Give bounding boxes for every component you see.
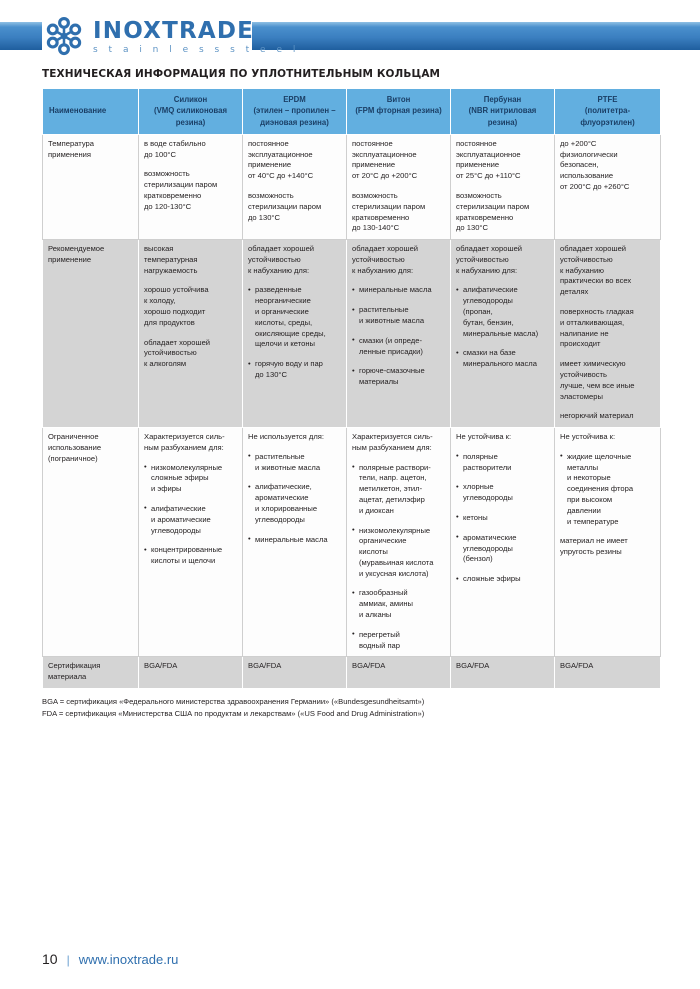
cell-paragraph: Не устойчива к: [456,432,512,442]
cell-paragraph: возможность стерилизации паром кратковременно до 130°С [456,191,530,233]
cell-paragraph: BGA/FDA [456,661,490,671]
cell-bullet-list [248,452,341,545]
cell-paragraph: постоянное эксплуатационное применение от 20°С до +200°С [352,138,418,181]
column-header-title: Витон [386,95,411,104]
cell-paragraph: Характеризуется силь- ным разбуханием для: [352,432,433,452]
spacer [456,443,549,452]
table-cell [139,428,243,657]
bullet-item: • горюче-смазочные материалы [352,366,445,388]
row-label: Температура применения [43,134,139,239]
page-footer [42,951,178,967]
cell-paragraph: обладает хорошей устойчивостью к алкоголям [144,337,211,369]
bullet-item: • алифатические и ароматические углеводороды [144,504,237,536]
spacer [144,454,237,463]
table-cell [347,657,451,689]
bullet-item: • полярные растворители [456,452,549,474]
footnotes [42,696,660,721]
bullet-item: • растительные и животные масла [352,305,445,327]
cell-bullet-list [248,285,341,380]
table-cell [451,240,555,428]
column-header-2 [243,89,347,135]
bullet-item: • концентрированные кислоты и щелочи [144,545,237,567]
table-cell [139,240,243,428]
column-header-title: Пербунан [483,95,522,104]
spacer [248,276,341,285]
cell-paragraph: материал не имеет упругость резины [560,536,628,557]
cell-paragraph: обладает хорошей устойчивостью к набуханию для: [352,244,419,275]
column-header-subtitle: (этилен – пропилен – диэновая резина) [253,106,336,127]
column-header-title: Наименование [49,106,107,116]
cell-paragraph: поверхность гладкая и отталкивающая, налипание не происходит [560,307,634,349]
column-header-subtitle: (политетра-флуорэтилен) [580,106,635,127]
table-cell [555,240,661,428]
table-cell [139,134,243,239]
row-label: Сертификация материала [43,657,139,689]
table-row [43,657,661,689]
column-header-title: PTFE [597,95,618,104]
spacer [144,329,237,338]
spacer [352,276,445,285]
brand-text [93,18,299,55]
column-header-title: Силикон [173,95,208,104]
spacer [248,182,341,191]
cell-paragraph: BGA/FDA [248,661,282,671]
cell-paragraph: обладает хорошей устойчивостью к набуханию для: [456,244,523,275]
website-link[interactable]: www.inoxtrade.ru [78,952,179,967]
cell-bullet-list [352,285,445,387]
cell-bullet-list [352,463,445,652]
cell-paragraph: постоянное эксплуатационное применение от 40°С до +140°С [248,138,314,181]
page-header [0,0,700,62]
spacer [456,182,549,191]
cell-paragraph: до +200°С физиологически безопасен, использование от 200°С до +260°С [560,138,630,192]
bullet-item: • смазки (и опреде- ленные присадки) [352,336,445,358]
spacer [560,443,655,452]
row-label: Рекомендуемое применение [43,240,139,428]
cell-paragraph: высокая температурная нагружаемость [144,244,198,275]
spacer [456,276,549,285]
footnote-line: FDA = сертификация «Министерства США по продуктам и лекарствам» («US Food and Drug Administration») [42,709,425,719]
column-header-1 [139,89,243,135]
page-title: ТЕХНИЧЕСКАЯ ИНФОРМАЦИЯ ПО УПЛОТНИТЕЛЬНЫМ КОЛЬЦАМ [42,68,441,80]
cell-paragraph: обладает хорошей устойчивостью к набуханию для: [248,244,315,275]
header-band-left [0,22,42,50]
bullet-item: • сложные эфиры [456,574,549,585]
bullet-item: • минеральные масла [352,285,445,296]
spacer [560,298,655,307]
table-cell [139,657,243,689]
bullet-item: • полярные раствори- тели, напр. ацетон, метилкетон, этил- ацетат, детилэфир и диоксан [352,463,445,517]
spacer [352,454,445,463]
table-row [43,428,661,657]
table-row [43,134,661,239]
table-cell [555,134,661,239]
cell-paragraph: Не устойчива к: [560,432,616,442]
brand-name: INOXTRADE [93,17,255,44]
table-cell [451,134,555,239]
column-header-title: EPDM [283,95,306,104]
spacer [560,527,655,536]
cell-paragraph: BGA/FDA [144,661,178,671]
bullet-item: • перегретый водный пар [352,630,445,652]
table-cell [243,134,347,239]
spacer [352,182,445,191]
cell-paragraph: в воде стабильно до 100°С [144,138,206,159]
bullet-item: • алифатические углеводороды (пропан, бутан, бензин, минеральные масла) [456,285,549,339]
table-cell [555,428,661,657]
cell-paragraph: хорошо устойчива к холоду, хорошо подходит для продуктов [144,285,209,327]
bullet-item: • кетоны [456,513,549,524]
cell-bullet-list [456,452,549,585]
table-cell [243,428,347,657]
brand-tagline: s t a i n l e s s s t e e l [93,44,300,55]
spacer [144,276,237,285]
bullet-item: • горячую воду и пар до 130°С [248,359,341,381]
column-header-subtitle: (VMQ силиконовая резина) [153,106,227,127]
table-body [43,134,661,688]
cell-bullet-list [456,285,549,369]
bullet-item: • смазки на базе минерального масла [456,348,549,370]
cell-paragraph: Характеризуется силь- ным разбуханием для: [144,432,225,452]
bullet-item: • хлорные углеводороды [456,482,549,504]
cell-paragraph: возможность стерилизации паром кратковременно до 120-130°С [144,169,218,211]
cell-paragraph: BGA/FDA [560,661,594,671]
spacer [560,402,655,411]
column-header-5 [555,89,661,135]
spacer [560,350,655,359]
spacer [144,160,237,169]
bullet-item: • газообразный аммиак, амины и алканы [352,588,445,620]
table-cell [555,657,661,689]
cell-paragraph: постоянное эксплуатационное применение от 25°С до +110°С [456,138,521,181]
technical-spec-table [42,88,661,689]
column-header-0 [43,89,139,135]
cell-paragraph: обладает хорошей устойчивостью к набуханию практически во всех деталях [560,244,632,297]
table-cell [243,240,347,428]
bullet-item: • алифатические, ароматические и хлорированные углеводороды [248,482,341,525]
cell-paragraph: возможность стерилизации паром до 130°С [248,191,322,222]
page-content [42,68,660,721]
bullet-item: • минеральные масла [248,535,341,546]
column-header-4 [451,89,555,135]
bullet-item: • низкомолекулярные органические кислоты (муравьиная кислота и уксусная кислота) [352,526,445,580]
cell-bullet-list [144,463,237,567]
table-header-row [43,89,661,135]
table-cell [451,657,555,689]
column-header-subtitle: (FPM фторная резина) [355,106,442,116]
bullet-item: • ароматические углеводороды (бензол) [456,533,549,565]
cell-paragraph: Не используется для: [248,432,324,442]
cell-bullet-list [560,452,655,527]
cell-paragraph: негорючий материал [560,411,634,421]
footer-separator: | [66,953,70,967]
table-cell [347,134,451,239]
table-cell [347,240,451,428]
footnote-line: BGA = сертификация «Федерального министерства здравоохранения Германии» («Bundesgesundheitsamt») [42,696,425,706]
spacer [248,443,341,452]
page-number: 10 [42,951,58,967]
column-header-3 [347,89,451,135]
bullet-item: • жидкие щелочные металлы и некоторые соединения фтора при высоком давлении и температуре [560,452,655,527]
bullet-item: • растительные и животные масла [248,452,341,474]
table-cell [347,428,451,657]
table-header [43,89,661,135]
row-label: Ограниченное использование (пограничное) [43,428,139,657]
column-header-subtitle: (NBR нитриловая резина) [468,106,537,127]
bullet-item: • низкомолекулярные сложные эфиры и эфиры [144,463,237,495]
table-cell [243,657,347,689]
table-cell [451,428,555,657]
brand-logo[interactable] [44,14,299,58]
cell-paragraph: BGA/FDA [352,661,386,671]
cell-paragraph: имеет химическую устойчивость лучше, чем все иные эластомеры [560,359,635,401]
bullet-item: • разведенные неорганические и органические кислоты, среды, окисляющие среды, щелочи и кетоны [248,285,341,350]
snowflake-logo-icon [44,16,84,56]
header-band-right [252,22,700,50]
cell-paragraph: возможность стерилизации паром кратковременно до 130-140°С [352,191,426,233]
table-row [43,240,661,428]
